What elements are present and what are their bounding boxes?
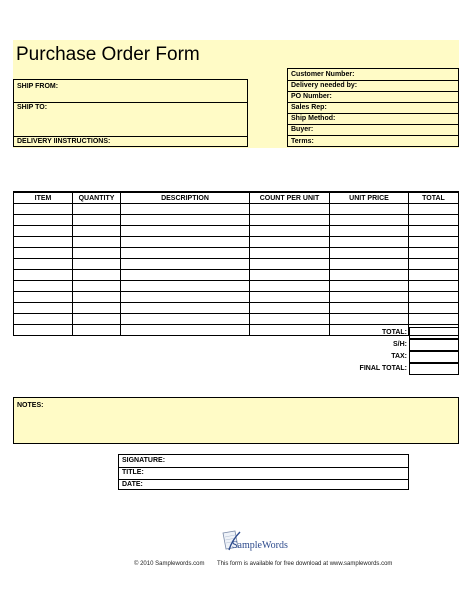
cell-total[interactable] bbox=[409, 292, 459, 303]
cell-description[interactable] bbox=[121, 204, 250, 215]
cell-item[interactable] bbox=[14, 259, 73, 270]
ship-to-label: SHIP TO: bbox=[17, 104, 48, 111]
cell-item[interactable] bbox=[14, 226, 73, 237]
table-row bbox=[14, 259, 459, 270]
total-field[interactable] bbox=[409, 327, 459, 339]
cell-description[interactable] bbox=[121, 215, 250, 226]
cell-description[interactable] bbox=[121, 248, 250, 259]
sh-field[interactable] bbox=[409, 339, 459, 351]
cell-quantity[interactable] bbox=[73, 270, 121, 281]
cell-count-per-unit[interactable] bbox=[250, 314, 330, 325]
cell-quantity[interactable] bbox=[73, 281, 121, 292]
cell-quantity[interactable] bbox=[73, 292, 121, 303]
table-row bbox=[14, 248, 459, 259]
cell-total[interactable] bbox=[409, 204, 459, 215]
cell-unit-price[interactable] bbox=[330, 314, 409, 325]
order-info-box bbox=[287, 68, 459, 147]
column-header-total: TOTAL bbox=[409, 192, 459, 204]
cell-description[interactable] bbox=[121, 259, 250, 270]
cell-unit-price[interactable] bbox=[330, 292, 409, 303]
column-header-count-per-unit: COUNT PER UNIT bbox=[250, 192, 330, 204]
cell-description[interactable] bbox=[121, 292, 250, 303]
cell-description[interactable] bbox=[121, 237, 250, 248]
cell-total[interactable] bbox=[409, 259, 459, 270]
tax-field[interactable] bbox=[409, 351, 459, 363]
total-label: TOTAL: bbox=[381, 329, 407, 336]
cell-unit-price[interactable] bbox=[330, 281, 409, 292]
cell-unit-price[interactable] bbox=[330, 303, 409, 314]
buyer-label: Buyer: bbox=[291, 126, 314, 133]
page-title: Purchase Order Form bbox=[16, 44, 200, 65]
footer-notice: This form is available for free download at www.samplewords.com bbox=[217, 561, 393, 567]
title-label: TITLE: bbox=[122, 469, 144, 476]
table-row bbox=[14, 237, 459, 248]
cell-description[interactable] bbox=[121, 281, 250, 292]
table-row bbox=[14, 314, 459, 325]
table-row bbox=[14, 292, 459, 303]
cell-description[interactable] bbox=[121, 303, 250, 314]
cell-description[interactable] bbox=[121, 270, 250, 281]
table-row bbox=[14, 270, 459, 281]
cell-unit-price[interactable] bbox=[330, 226, 409, 237]
ship-method-label: Ship Method: bbox=[291, 115, 336, 122]
cell-count-per-unit[interactable] bbox=[250, 237, 330, 248]
cell-item[interactable] bbox=[14, 292, 73, 303]
cell-description[interactable] bbox=[121, 314, 250, 325]
cell-count-per-unit[interactable] bbox=[250, 215, 330, 226]
footer-copyright: © 2010 Samplewords.com bbox=[134, 561, 205, 567]
ship-to-row[interactable] bbox=[14, 102, 247, 137]
cell-unit-price[interactable] bbox=[330, 259, 409, 270]
table-row bbox=[14, 303, 459, 314]
cell-quantity[interactable] bbox=[73, 314, 121, 325]
column-header-description: DESCRIPTION bbox=[121, 192, 250, 204]
final-total-field[interactable] bbox=[409, 363, 459, 375]
cell-unit-price[interactable] bbox=[330, 237, 409, 248]
cell-quantity[interactable] bbox=[73, 259, 121, 270]
items-table bbox=[13, 191, 459, 336]
cell-item[interactable] bbox=[14, 237, 73, 248]
cell-unit-price[interactable] bbox=[330, 215, 409, 226]
tax-label: TAX: bbox=[391, 353, 407, 360]
notes-box[interactable] bbox=[13, 397, 459, 444]
cell-count-per-unit[interactable] bbox=[250, 204, 330, 215]
cell-total[interactable] bbox=[409, 237, 459, 248]
cell-item[interactable] bbox=[14, 248, 73, 259]
sh-label: S/H: bbox=[393, 341, 407, 348]
notes-label: NOTES: bbox=[17, 402, 44, 409]
cell-total[interactable] bbox=[409, 303, 459, 314]
sales-rep-label: Sales Rep: bbox=[291, 104, 327, 111]
order-info-row[interactable] bbox=[288, 135, 458, 147]
cell-total[interactable] bbox=[409, 226, 459, 237]
cell-description[interactable] bbox=[121, 325, 250, 336]
final-total-label: FINAL TOTAL: bbox=[359, 365, 407, 372]
cell-quantity[interactable] bbox=[73, 226, 121, 237]
cell-unit-price[interactable] bbox=[330, 204, 409, 215]
column-header-quantity: QUANTITY bbox=[73, 192, 121, 204]
cell-count-per-unit[interactable] bbox=[250, 248, 330, 259]
ship-from-row[interactable] bbox=[14, 80, 247, 103]
table-row bbox=[14, 215, 459, 226]
po-number-label: PO Number: bbox=[291, 93, 332, 100]
address-box bbox=[13, 79, 248, 147]
totals-section bbox=[300, 327, 459, 375]
cell-count-per-unit[interactable] bbox=[250, 226, 330, 237]
cell-item[interactable] bbox=[14, 270, 73, 281]
date-label: DATE: bbox=[122, 481, 143, 488]
customer-number-label: Customer Number: bbox=[291, 71, 355, 78]
column-header-unit-price: UNIT PRICE bbox=[330, 192, 409, 204]
cell-total[interactable] bbox=[409, 215, 459, 226]
logo-text: SampleWords bbox=[232, 540, 288, 551]
cell-total[interactable] bbox=[409, 270, 459, 281]
cell-count-per-unit[interactable] bbox=[250, 303, 330, 314]
signature-label: SIGNATURE: bbox=[122, 457, 166, 464]
cell-quantity[interactable] bbox=[73, 325, 121, 336]
cell-description[interactable] bbox=[121, 226, 250, 237]
cell-quantity[interactable] bbox=[73, 215, 121, 226]
cell-item[interactable] bbox=[14, 303, 73, 314]
cell-count-per-unit[interactable] bbox=[250, 292, 330, 303]
cell-unit-price[interactable] bbox=[330, 270, 409, 281]
cell-item[interactable] bbox=[14, 314, 73, 325]
cell-count-per-unit[interactable] bbox=[250, 270, 330, 281]
cell-quantity[interactable] bbox=[73, 248, 121, 259]
cell-quantity[interactable] bbox=[73, 237, 121, 248]
table-row bbox=[14, 281, 459, 292]
signature-box bbox=[118, 454, 409, 490]
table-row bbox=[14, 204, 459, 215]
cell-item[interactable] bbox=[14, 325, 73, 336]
cell-total[interactable] bbox=[409, 248, 459, 259]
cell-item[interactable] bbox=[14, 204, 73, 215]
cell-total[interactable] bbox=[409, 314, 459, 325]
cell-item[interactable] bbox=[14, 215, 73, 226]
terms-label: Terms: bbox=[291, 138, 314, 145]
delivery-needed-label: Delivery needed by: bbox=[291, 82, 358, 89]
cell-count-per-unit[interactable] bbox=[250, 259, 330, 270]
items-table-body bbox=[14, 204, 459, 336]
delivery-instructions-row[interactable] bbox=[14, 136, 247, 147]
table-row bbox=[14, 226, 459, 237]
cell-item[interactable] bbox=[14, 281, 73, 292]
cell-unit-price[interactable] bbox=[330, 248, 409, 259]
cell-total[interactable] bbox=[409, 281, 459, 292]
ship-from-label: SHIP FROM: bbox=[17, 83, 59, 90]
table-header-row bbox=[14, 192, 459, 204]
cell-quantity[interactable] bbox=[73, 204, 121, 215]
date-row[interactable] bbox=[119, 479, 408, 490]
cell-quantity[interactable] bbox=[73, 303, 121, 314]
samplewords-logo bbox=[220, 528, 320, 556]
cell-count-per-unit[interactable] bbox=[250, 281, 330, 292]
delivery-instructions-label: DELIVERY IINSTRUCTIONS: bbox=[17, 138, 111, 145]
column-header-item: ITEM bbox=[14, 192, 73, 204]
